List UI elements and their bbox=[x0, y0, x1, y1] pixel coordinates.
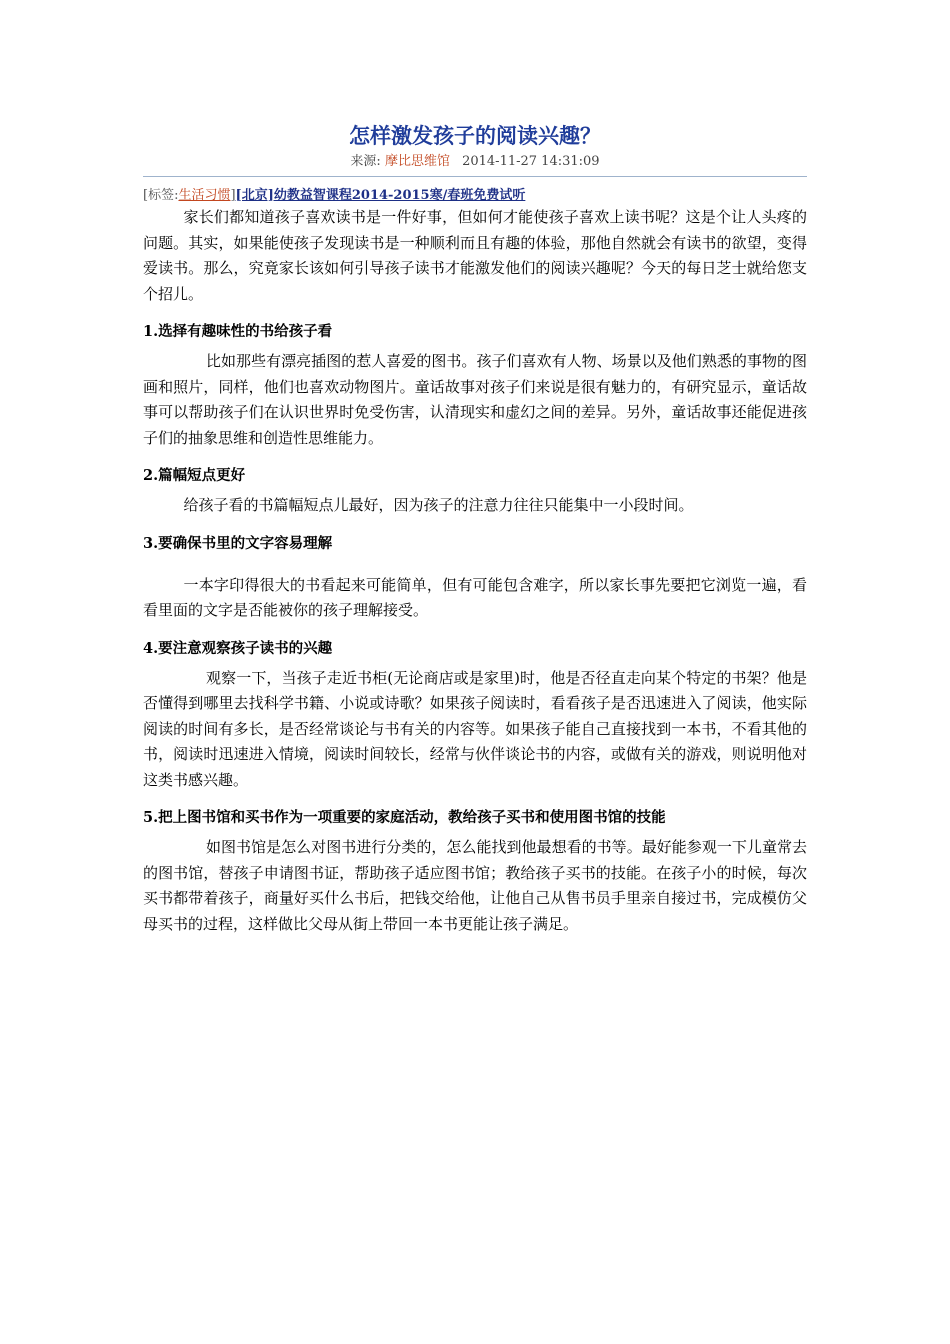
section-body-4: 观察一下，当孩子走近书柜(无论商店或是家里)时，他是否径直走向某个特定的书架？他是否懂得到哪里去找科学书籍、小说或诗歌？如果孩子阅读时，看看孩子是否迅速进入了阅读，他实际阅读的时间有多长，是否经常谈论与书有关的内容等。如果孩子能自己直接找到一本书，不看其他的书，阅读时迅速进入情境，阅读时间较长，经常与伙伴谈论书的内容，或做有关的游戏，则说明他对这类书感兴趣。 bbox=[143, 668, 807, 789]
article bbox=[143, 0, 807, 937]
intro-paragraph: 家长们都知道孩子喜欢读书是一件好事，但如何才能使孩子喜欢上读书呢？这是个让人头疼的问题。其实，如果能使孩子发现读书是一种顺利而且有趣的体验，那他自然就会有读书的欲望，变得爱读书。那么，究竟家长该如何引导孩子读书才能激发他们的阅读兴趣呢？今天的每日芝士就给您支个招儿。 bbox=[143, 208, 807, 303]
section-body-5: 如图书馆是怎么对图书进行分类的，怎么能找到他最想看的书等。最好能参观一下儿童常去的图书馆，替孩子申请图书证，帮助孩子适应图书馆；教给孩子买书的技能。在孩子小的时候，每次买书都带着孩子，商量好买什么书后，把钱交给他，让他自己从售书员手里亲自接过书，完成模仿父母买书的过程，这样做比父母从街上带回一本书更能让孩子满足。 bbox=[143, 838, 807, 933]
section-heading-2: 2.篇幅短点更好 bbox=[143, 467, 246, 484]
tags-line bbox=[143, 187, 807, 205]
section-body-1: 比如那些有漂亮插图的惹人喜爱的图书。孩子们喜欢有人物、场景以及他们熟悉的事物的图画和照片，同样，他们也喜欢动物图片。童话故事对孩子们来说是很有魅力的，有研究显示，童话故事可以帮助孩子们在认识世界时免受伤害，认清现实和虚幻之间的差异。另外，童话故事还能促进孩子们的抽象思维和创造性思维能力。 bbox=[143, 352, 807, 447]
section-heading-5: 5.把上图书馆和买书作为一项重要的家庭活动，教给孩子买书和使用图书馆的技能 bbox=[143, 809, 666, 826]
title-divider bbox=[143, 176, 807, 177]
tags-suffix: ] bbox=[230, 188, 236, 203]
tags-prefix: [标签: bbox=[143, 188, 179, 203]
section-heading-4: 4.要注意观察孩子读书的兴趣 bbox=[143, 639, 333, 657]
publish-datetime: 2014-11-27 14:31:09 bbox=[462, 154, 600, 169]
section-heading-1: 1.选择有趣味性的书给孩子看 bbox=[143, 323, 333, 340]
promo-course-link[interactable]: [北京]幼教益智课程2014-2015寒/春班免费试听 bbox=[235, 188, 526, 203]
section-heading-3: 3.要确保书里的文字容易理解 bbox=[143, 534, 333, 552]
section-body-2: 给孩子看的书篇幅短点儿最好，因为孩子的注意力往往只能集中一小段时间。 bbox=[183, 496, 694, 514]
tag-link-habits[interactable]: 生活习惯 bbox=[178, 188, 231, 203]
article-title: 怎样激发孩子的阅读兴趣？ bbox=[349, 123, 601, 148]
source-name: 摩比思维馆 bbox=[384, 154, 450, 169]
article-meta bbox=[143, 153, 807, 171]
source-label: 来源: bbox=[350, 154, 381, 169]
section-body-3: 一本字印得很大的书看起来可能简单，但有可能包含难字，所以家长事先要把它浏览一遍，看看里面的文字是否能被你的孩子理解接受。 bbox=[143, 575, 807, 619]
